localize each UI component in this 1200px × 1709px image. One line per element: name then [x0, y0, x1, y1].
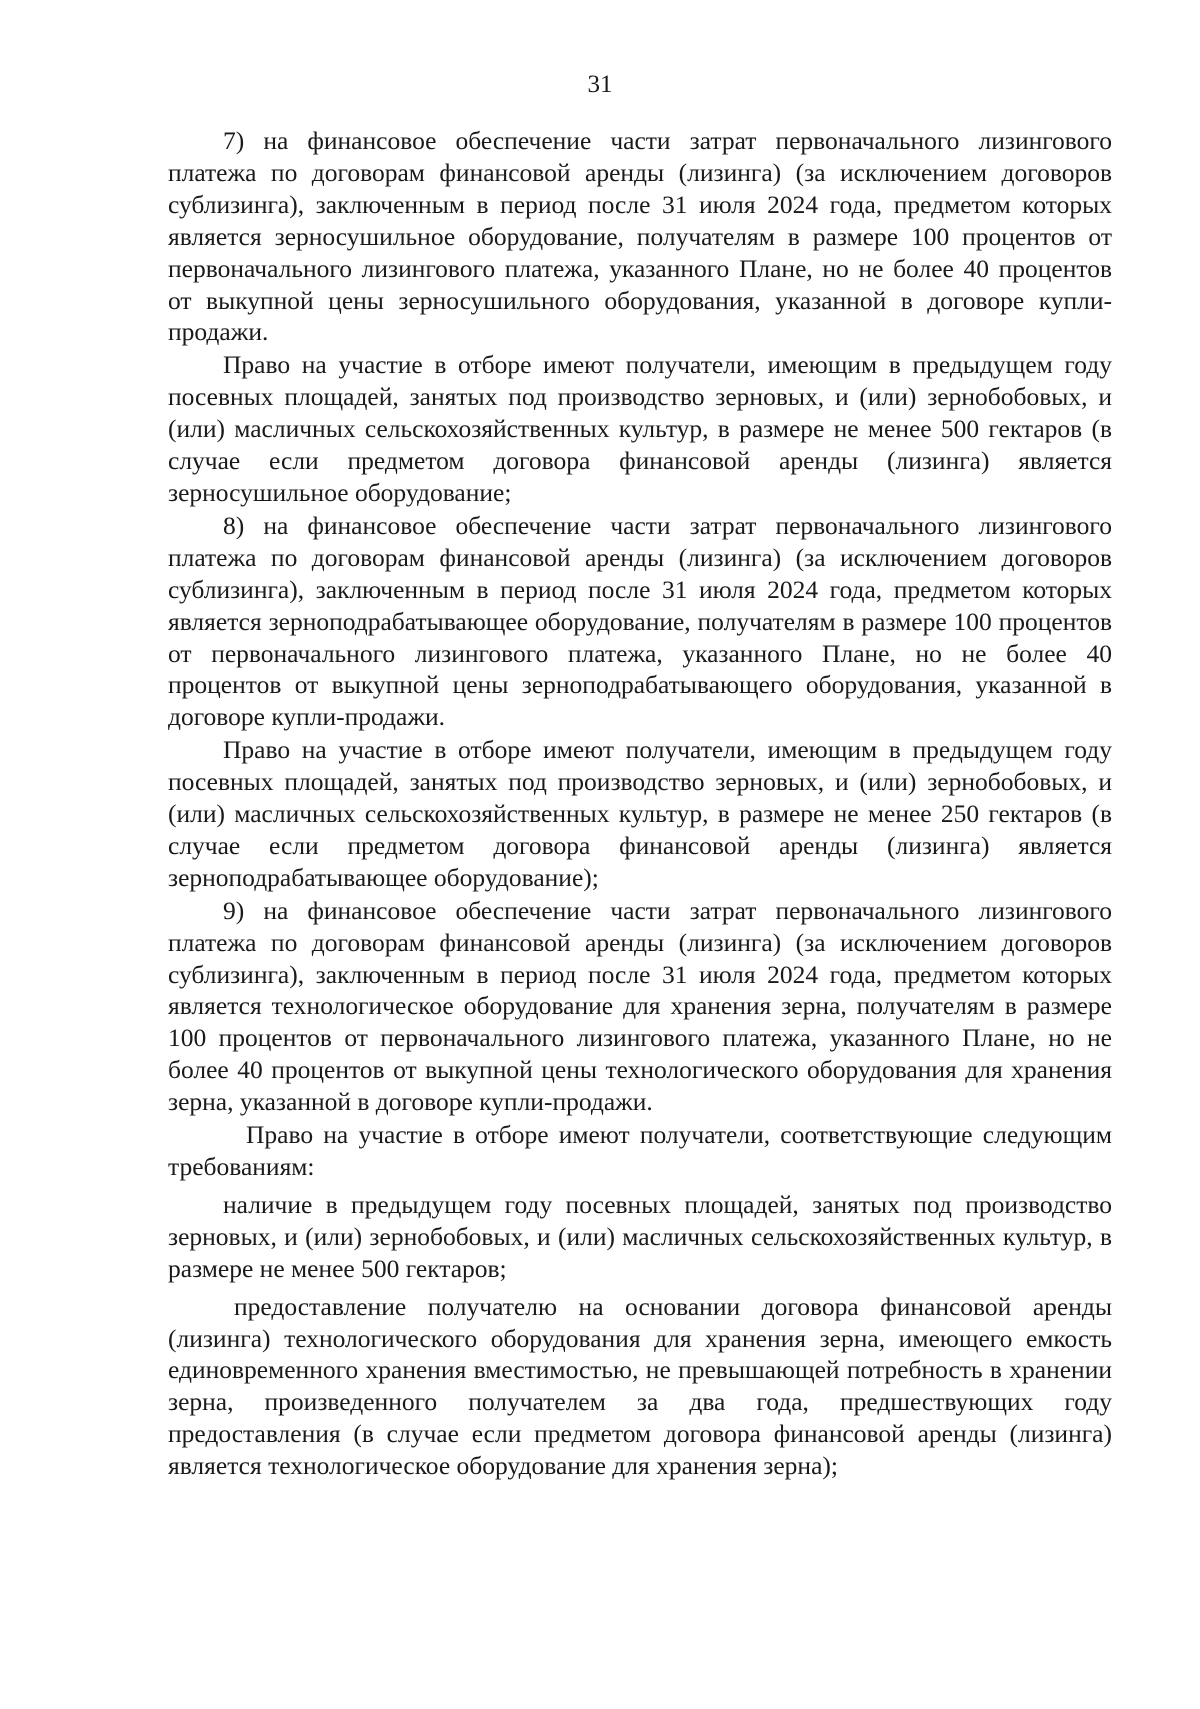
paragraph-eligibility-7: Право на участие в отборе имеют получатели, имеющим в предыдущем году посевных площадей, занятых под производство зерновых, и (или) зернобобовых, и (или) масличных сельскохозяйственных культур, в размере не менее 500 гектаров (в случае если предметом договора финансовой аренды (лизинга) является зерносушильное оборудование;: [168, 350, 1112, 507]
paragraph-requirement-area: наличие в предыдущем году посевных площадей, занятых под производство зерновых, и (или) зернобобовых, и (или) масличных сельскохозяйственных культур, в размере не менее 500 гектаров;: [168, 1189, 1112, 1283]
paragraph-eligibility-8: Право на участие в отборе имеют получатели, имеющим в предыдущем году посевных площадей, занятых под производство зерновых, и (или) зернобобовых, и (или) масличных сельскохозяйственных культур, в размере не менее 250 гектаров (в случае если предметом договора финансовой аренды (лизинга) является зерноподрабатывающее оборудование);: [168, 735, 1112, 892]
page-number: 31: [587, 71, 613, 98]
paragraph-item-9: 9) на финансовое обеспечение части затрат первоначального лизингового платежа по договорам финансовой аренды (лизинга) (за исключением договоров сублизинга), заключенным в период после 31 июля 2024 года, предметом которых является технологическое оборудование для хранения зерна, получателям в размере 100 процентов от первоначального лизингового платежа, указанного Плане, но не более 40 процентов от выкупной цены технологического оборудования для хранения зерна, указанной в договоре купли-продажи.: [168, 895, 1112, 1117]
paragraph-eligibility-9-intro: Право на участие в отборе имеют получатели, соответствующие следующим требованиям:: [168, 1120, 1112, 1181]
paragraph-item-7: 7) на финансовое обеспечение части затрат первоначального лизингового платежа по договорам финансовой аренды (лизинга) (за исключением договоров сублизинга), заключенным в период после 31 июля 2024 года, предметом которых является зерносушильное оборудование, получателям в размере 100 процентов от первоначального лизингового платежа, указанного Плане, но не более 40 процентов от выкупной цены зерносушильного оборудования, указанной в договоре купли-продажи.: [168, 126, 1112, 347]
paragraph-requirement-capacity: предоставление получателю на основании договора финансовой аренды (лизинга) технологического оборудования для хранения зерна, имеющего емкость единовременного хранения вместимостью, не превышающей потребность в хранении зерна, произведенного получателем за два года, предшествующих году предоставления (в случае если предметом договора финансовой аренды (лизинга) является технологическое оборудование для хранения зерна);: [168, 1291, 1112, 1481]
document-body: [168, 125, 1112, 1482]
paragraph-item-8: 8) на финансовое обеспечение части затрат первоначального лизингового платежа по договорам финансовой аренды (лизинга) (за исключением договоров сублизинга), заключенным в период после 31 июля 2024 года, предметом которых является зерноподрабатывающее оборудование, получателям в размере 100 процентов от первоначального лизингового платежа, указанного Плане, но не более 40 процентов от выкупной цены зерноподрабатывающего оборудования, указанной в договоре купли-продажи.: [168, 510, 1112, 732]
